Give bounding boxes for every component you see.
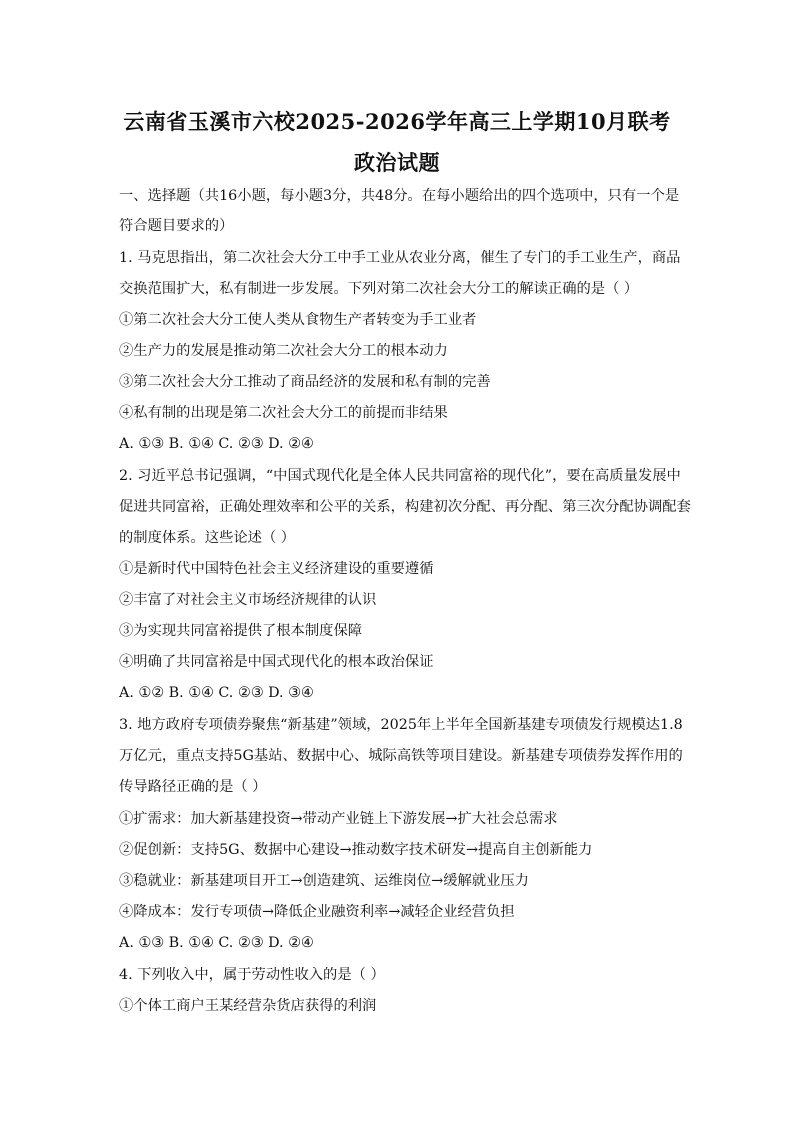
question-3-option: ④降成本：发行专项债→降低企业融资利率→减轻企业经营负担 xyxy=(119,904,515,920)
question-2-choices: A. ①② B. ①④ C. ②③ D. ③④ xyxy=(119,685,314,701)
question-2-stem: 的制度体系。这些论述（ ） xyxy=(119,530,296,546)
question-4-option: ①个体工商户王某经营杂货店获得的利润 xyxy=(119,998,377,1014)
question-2-option: ②丰富了对社会主义市场经济规律的认识 xyxy=(119,592,377,608)
question-2-option: ④明确了共同富裕是中国式现代化的根本政治保证 xyxy=(119,654,434,670)
question-3-option: ①扩需求：加大新基建投资→带动产业链上下游发展→扩大社会总需求 xyxy=(119,811,558,827)
question-1-stem: 交换范围扩大，私有制进一步发展。下列对第二次社会大分工的解读正确的是（ ） xyxy=(119,281,639,297)
question-3-stem: 传导路径正确的是（ ） xyxy=(119,779,267,795)
document-subtitle: 政治试题 xyxy=(354,150,440,175)
question-3-option: ③稳就业：新基建项目开工→创造建筑、运维岗位→缓解就业压力 xyxy=(119,873,529,889)
question-2-option: ①是新时代中国特色社会主义经济建设的重要遵循 xyxy=(119,561,434,577)
question-3-stem: 万亿元，重点支持5G基站、数据中心、城际高铁等项目建设。新基建专项债券发挥作用的 xyxy=(119,748,683,764)
document-title: 云南省玉溪市六校2025-2026学年高三上学期10月联考 xyxy=(123,109,671,134)
question-4-stem: 4. 下列收入中，属于劳动性收入的是（ ） xyxy=(119,967,385,983)
question-1-option: ④私有制的出现是第二次社会大分工的前提而非结果 xyxy=(119,405,448,421)
question-1-choices: A. ①③ B. ①④ C. ②③ D. ②④ xyxy=(119,436,314,452)
question-1-stem: 1. 马克思指出，第二次社会大分工中手工业从农业分离，催生了专门的手工业生产，商品 xyxy=(119,250,681,266)
question-2-option: ③为实现共同富裕提供了根本制度保障 xyxy=(119,623,363,639)
question-2-stem: 促进共同富裕，正确处理效率和公平的关系，构建初次分配、再分配、第三次分配协调配套 xyxy=(119,499,691,515)
question-1-option: ③第二次社会大分工推动了商品经济的发展和私有制的完善 xyxy=(119,374,491,390)
section-intro-line: 一、选择题（共16小题，每小题3分，共48分。在每小题给出的四个选项中，只有一个是 xyxy=(119,188,680,204)
question-3-stem: 3. 地方政府专项债券聚焦“新基建”领域，2025年上半年全国新基建专项债发行规模达1.8 xyxy=(119,717,683,733)
question-2-stem: 2. 习近平总书记强调，“中国式现代化是全体人民共同富裕的现代化”，要在高质量发展中 xyxy=(119,468,681,484)
question-3-option: ②促创新：支持5G、数据中心建设→推动数字技术研发→提高自主创新能力 xyxy=(119,842,593,858)
question-1-option: ②生产力的发展是推动第二次社会大分工的根本动力 xyxy=(119,343,448,359)
question-3-choices: A. ①③ B. ①④ C. ②③ D. ②④ xyxy=(119,935,314,951)
question-1-option: ①第二次社会大分工使人类从食物生产者转变为手工业者 xyxy=(119,312,477,328)
section-intro-line: 符合题目要求的） xyxy=(119,218,234,234)
